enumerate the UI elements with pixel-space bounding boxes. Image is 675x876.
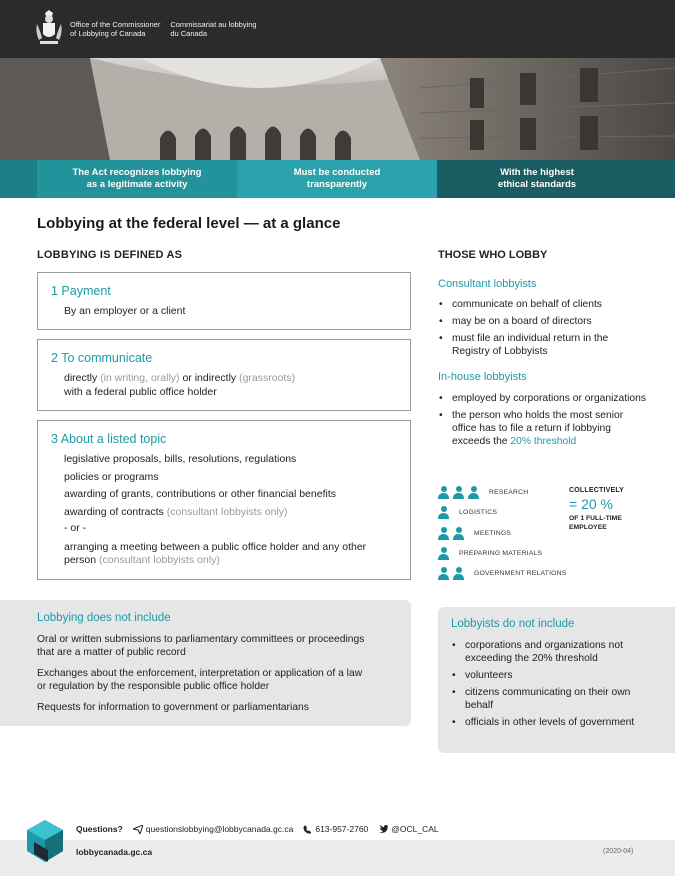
- not-include-box: [0, 600, 411, 726]
- coat-of-arms-icon: [34, 10, 64, 48]
- person-icon: [453, 567, 464, 580]
- activity-preparing-materials: PREPARING MATERIALS: [438, 547, 542, 560]
- not-lobbyists-list: [451, 639, 641, 733]
- org-name-en: Office of the Commissioner of Lobbying of Canada: [70, 20, 161, 38]
- card-listed-topic: [37, 420, 411, 580]
- band-legitimate: The Act recognizes lobbying as a legitimate activity: [37, 160, 237, 198]
- topic-line: awarding of contracts (consultant lobbyists only): [64, 505, 288, 518]
- consultant-list: [438, 298, 648, 362]
- band-spacer-right: [637, 160, 675, 198]
- footer-contact: [76, 824, 449, 834]
- card-topic-title: 3 About a listed topic: [51, 432, 167, 446]
- list-item: • corporations and organizations not exceeding the 20% threshold: [451, 639, 641, 665]
- topic-line: awarding of grants, contributions or other financial benefits: [64, 488, 336, 500]
- person-icon: [453, 527, 464, 540]
- twitter-icon: [378, 825, 388, 834]
- topic-line: legislative proposals, bills, resolutions, regulations: [64, 453, 297, 465]
- card-communicate: [37, 339, 411, 411]
- collectively-box: COLLECTIVELY = 20 % OF 1 FULL-TIME EMPLOYEE: [569, 487, 625, 531]
- not-include-item: Exchanges about the enforcement, interpretation or application of a law or regulation by the responsible public office holder: [37, 668, 363, 692]
- footer-email[interactable]: questionslobbying@lobbycanada.gc.ca: [133, 824, 294, 834]
- phone-icon: [303, 825, 312, 834]
- page-title: Lobbying at the federal level — at a glance: [37, 215, 341, 232]
- send-icon: [133, 825, 143, 834]
- topic-line: policies or programs: [64, 470, 159, 483]
- card-payment-text: By an employer or a client: [64, 305, 186, 317]
- person-icon: [438, 547, 449, 560]
- list-item: • the person who holds the most senior office has to file a return if lobbying exceeds the 20% threshold: [438, 409, 648, 448]
- list-item: • must file an individual return in the Registry of Lobbyists: [438, 332, 648, 358]
- list-item: • officials in other levels of government: [451, 716, 641, 729]
- topic-or: - or -: [64, 522, 87, 534]
- footer-questions: Questions?: [76, 824, 123, 834]
- not-lobbyists-box: [438, 607, 675, 753]
- band-ethical: With the highest ethical standards: [437, 160, 637, 198]
- list-item: • may be on a board of directors: [438, 315, 648, 328]
- footer-bar: [0, 840, 675, 876]
- activity-meetings: MEETINGS: [438, 527, 511, 540]
- card-payment-title: 1 Payment: [51, 284, 111, 298]
- not-include-title: Lobbying does not include: [37, 612, 171, 624]
- org-name-fr: Commissariat au lobbying du Canada: [170, 20, 257, 38]
- activity-logistics: LOGISTICS: [438, 506, 497, 519]
- left-heading: LOBBYING IS DEFINED AS: [37, 249, 183, 261]
- footer-twitter[interactable]: @OCL_CAL: [378, 824, 438, 834]
- not-include-item: Oral or written submissions to parliamentary committees or proceedings that are a matter of public record: [37, 634, 365, 658]
- topic-line: arranging a meeting between a public office holder and any other person (consultant lobbyists only): [64, 540, 367, 566]
- person-icon: [468, 486, 479, 499]
- not-lobbyists-title: Lobbyists do not include: [451, 618, 575, 630]
- person-icon: [438, 527, 449, 540]
- band-spacer-left: [0, 160, 37, 198]
- person-icon: [438, 506, 449, 519]
- card-payment: [37, 272, 411, 330]
- list-item: • citizens communicating on their own behalf: [451, 686, 641, 712]
- footer-phone[interactable]: 613-957-2760: [303, 824, 368, 834]
- list-item: • communicate on behalf of clients: [438, 298, 648, 311]
- not-include-item: Requests for information to government or parliamentarians: [37, 702, 309, 713]
- footer-date: (2020-04): [603, 848, 634, 855]
- list-item: • employed by corporations or organizations: [438, 392, 648, 405]
- person-icon: [453, 486, 464, 499]
- header-bar: [0, 0, 675, 58]
- activity-government-relations: GOVERNMENT RELATIONS: [438, 567, 567, 580]
- activity-research: RESEARCH: [438, 486, 528, 499]
- person-icon: [438, 486, 449, 499]
- inhouse-heading: In-house lobbyists: [438, 371, 527, 383]
- consultant-heading: Consultant lobbyists: [438, 278, 537, 290]
- person-icon: [438, 567, 449, 580]
- list-item: • volunteers: [451, 669, 641, 682]
- principles-bands: [0, 160, 675, 198]
- card-communicate-title: 2 To communicate: [51, 351, 153, 365]
- right-heading: THOSE WHO LOBBY: [438, 249, 548, 261]
- inhouse-list: [438, 392, 648, 452]
- card-communicate-text: directly (in writing, orally) or indirectly (grassroots) with a federal public office holder: [64, 372, 296, 398]
- ocl-logo-icon: [24, 818, 66, 864]
- hero-photo: [0, 58, 675, 160]
- band-transparent: Must be conducted transparently: [237, 160, 437, 198]
- footer-site-link[interactable]: lobbycanada.gc.ca: [76, 847, 153, 857]
